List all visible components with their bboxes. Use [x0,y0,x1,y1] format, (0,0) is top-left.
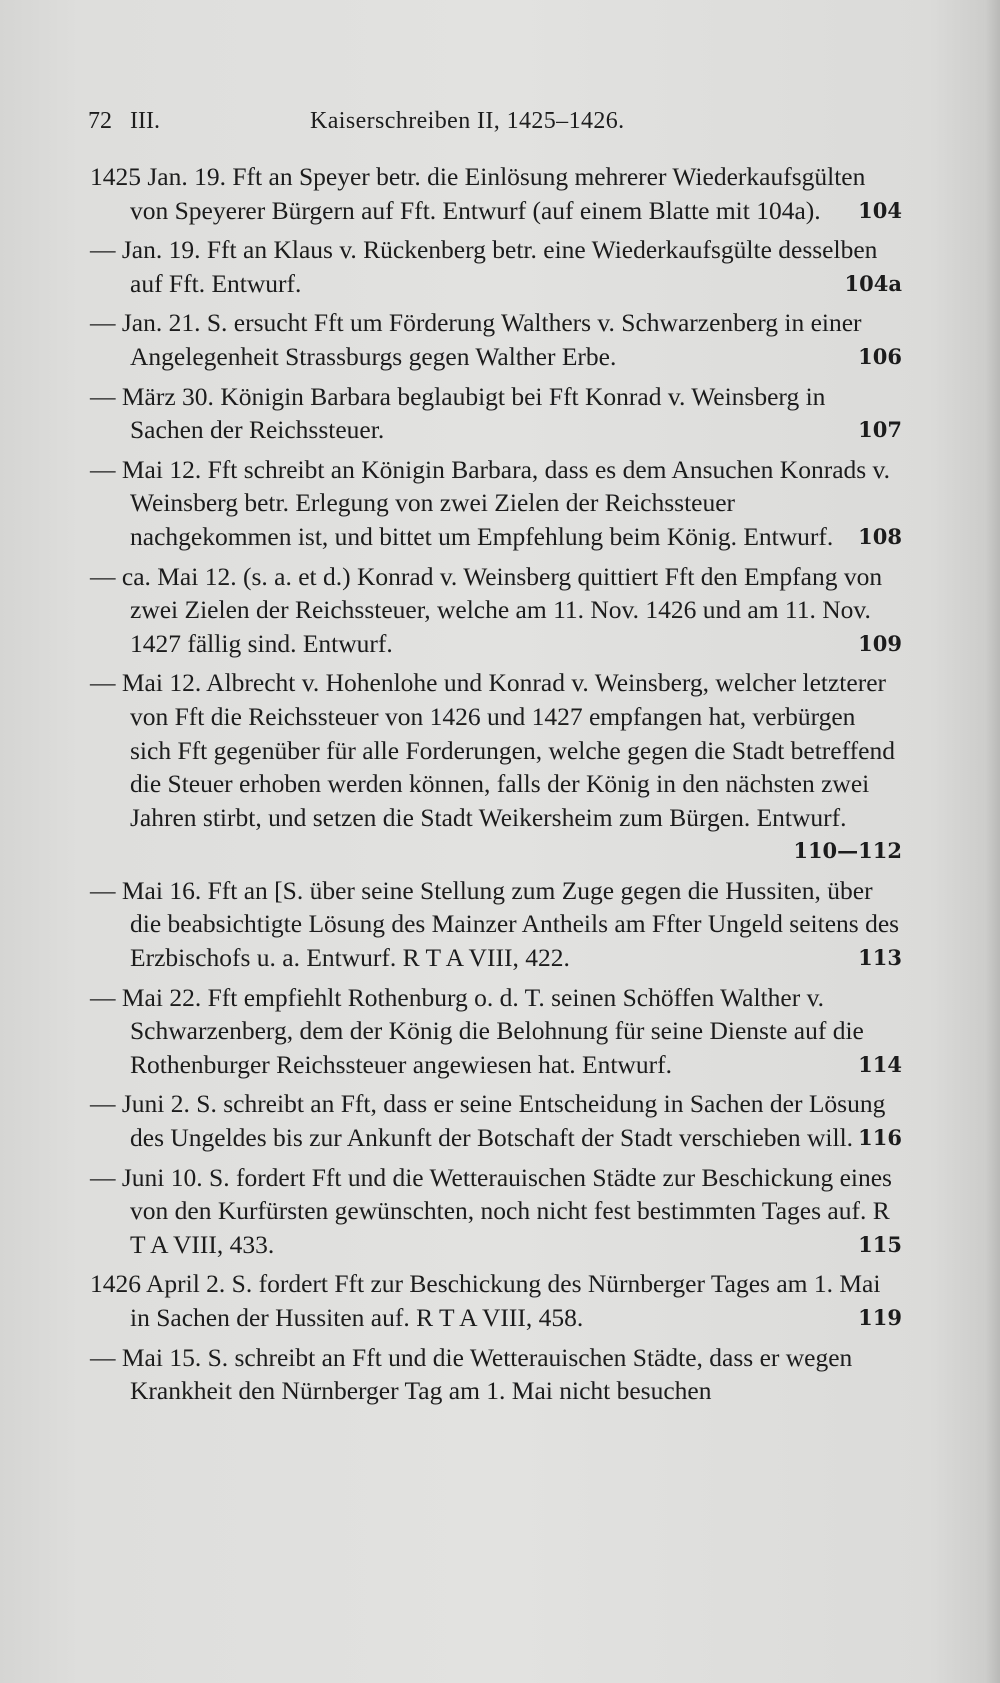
entry-text [90,981,902,1082]
entry-summary: S. schreibt an Fft, dass er seine Entscheidung in Sachen der Lösung des Ungeldes bis zur Ankunft der Botschaft der Stadt verschieben will. [130,1089,886,1153]
entry-summary: Fft an [S. über seine Stellung zum Zuge gegen die Hussiten, über die beabsichtigte Lösung des Mainzer Antheils am Ffter Ungeld seitens des Erzbischofs u. a. Entwurf. R T A VIII, 422. [130,875,900,973]
entry-number: 119 [858,1305,902,1330]
register-entry [90,1161,902,1262]
entry-date: 1426 April 2. [90,1269,226,1299]
register-entry [90,380,902,447]
running-header [88,108,850,148]
entry-number: 114 [858,1051,902,1077]
register-entry [90,1267,902,1334]
register-entry [90,160,902,227]
register-entry [90,233,902,300]
entry-text [90,1267,902,1334]
entry-text [90,380,902,447]
entry-date: — März 30. [90,381,214,411]
entry-text [90,1341,902,1408]
register-entry [90,453,902,554]
entry-date: — Mai 22. [90,982,202,1012]
page-number: 72 [88,108,112,134]
register-entry [90,1341,902,1408]
entry-text [90,306,902,373]
entry-date: — Mai 12. [90,454,202,484]
entry-summary: S. ersucht Fft um Förderung Walthers v. Schwarzenberg in einer Angelegenheit Strassburgs gegen Walther Erbe. [130,308,862,371]
entry-summary: Fft an Speyer betr. die Einlösung mehrerer Wiederkaufsgülten von Speyerer Bürgern auf Fft. Entwurf (auf einem Blatte mit 104a). [130,162,866,225]
register-entry [90,874,902,975]
entry-summary: Fft schreibt an Königin Barbara, dass es dem Ansuchen Konrads v. Weinsberg betr. Erlegung von zwei Zielen der Reichssteuer nachgekommen ist, und bittet um Empfehlung beim König. Entwurf. [130,454,891,551]
register-entry [90,666,902,868]
entry-summary: (s. a. et d.) Konrad v. Weinsberg quittiert Fft den Empfang von zwei Zielen der Reichssteuer, welche am 11. Nov. 1426 und am 11. Nov. 1427 fällig sind. Entwurf. [130,561,883,658]
running-title: Kaiserschreiben II, 1425–1426. [310,108,625,134]
entry-summary: S. fordert Fft zur Beschickung des Nürnberger Tages am 1. Mai in Sachen der Hussiten auf. R T A VIII, 458. [130,1269,881,1332]
entry-summary: S. schreibt an Fft und die Wetterauischen Städte, dass er wegen Krankheit den Nürnberger Tag am 1. Mai nicht besuchen [130,1342,853,1406]
entry-number: 109 [858,630,902,656]
register-entry [90,560,902,661]
entry-date: 1425 Jan. 19. [90,162,226,191]
entry-number: 116 [858,1125,902,1151]
entry-number: 115 [858,1231,902,1257]
entry-date: — Mai 12. [90,668,202,698]
entry-text [90,1087,902,1154]
register-entries [90,160,902,1414]
entry-date: — Jan. 21. [90,308,201,338]
entry-text [90,160,902,227]
entry-number: 104 [858,197,902,223]
entry-number: 107 [858,417,902,443]
entry-text [90,874,902,975]
entry-summary: S. fordert Fft und die Wetterauischen Städte zur Beschickung eines von den Kurfürsten gewünschten, noch nicht fest bestimmten Tages auf. R T A VIII, 433. [130,1162,892,1259]
entry-summary: Fft an Klaus v. Rückenberg betr. eine Wiederkaufsgülte desselben auf Fft. Entwurf. [130,235,878,298]
entry-date: — Juni 10. [90,1162,203,1192]
register-entry [90,981,902,1082]
entry-text [90,560,902,661]
entry-number: 108 [858,523,902,549]
entry-text [90,666,902,868]
entry-summary: Fft empfiehlt Rothenburg o. d. T. seinen Schöffen Walther v. Schwarzenberg, dem der König die Belohnung für seine Dienste auf die Rothenburger Reichssteuer angewiesen hat. Entwurf. [130,982,864,1079]
entry-date: — Mai 16. [90,875,202,905]
entry-text [90,453,902,554]
register-entry [90,306,902,373]
entry-number: 110—112 [793,838,902,864]
entry-text [90,233,902,300]
entry-date: — ca. Mai 12. [90,561,237,591]
entry-text [90,1161,902,1262]
entry-date: — Juni 2. [90,1089,190,1119]
register-entry [90,1087,902,1154]
page-edge [984,0,1000,1683]
entry-number: 106 [858,343,902,369]
entry-number: 113 [858,945,902,971]
section-number: III. [130,108,160,134]
entry-number: 104a [844,270,902,296]
entry-date: — Mai 15. [90,1342,202,1372]
entry-date: — Jan. 19. [90,235,201,265]
entry-summary: Albrecht v. Hohenlohe und Konrad v. Weinsberg, welcher letzterer von Fft die Reichssteuer von 1426 und 1427 empfangen hat, verbürgen sich Fft gegenüber für alle Forderungen, welche gegen die Stadt betreffend die Steuer erhoben werden können, falls der König in den nächsten zwei Jahren stirbt, und setzen die Stadt Weikersheim zum Bürgen. Entwurf. [130,668,895,832]
entry-summary: Königin Barbara beglaubigt bei Fft Konrad v. Weinsberg in Sachen der Reichssteuer. [130,381,826,445]
